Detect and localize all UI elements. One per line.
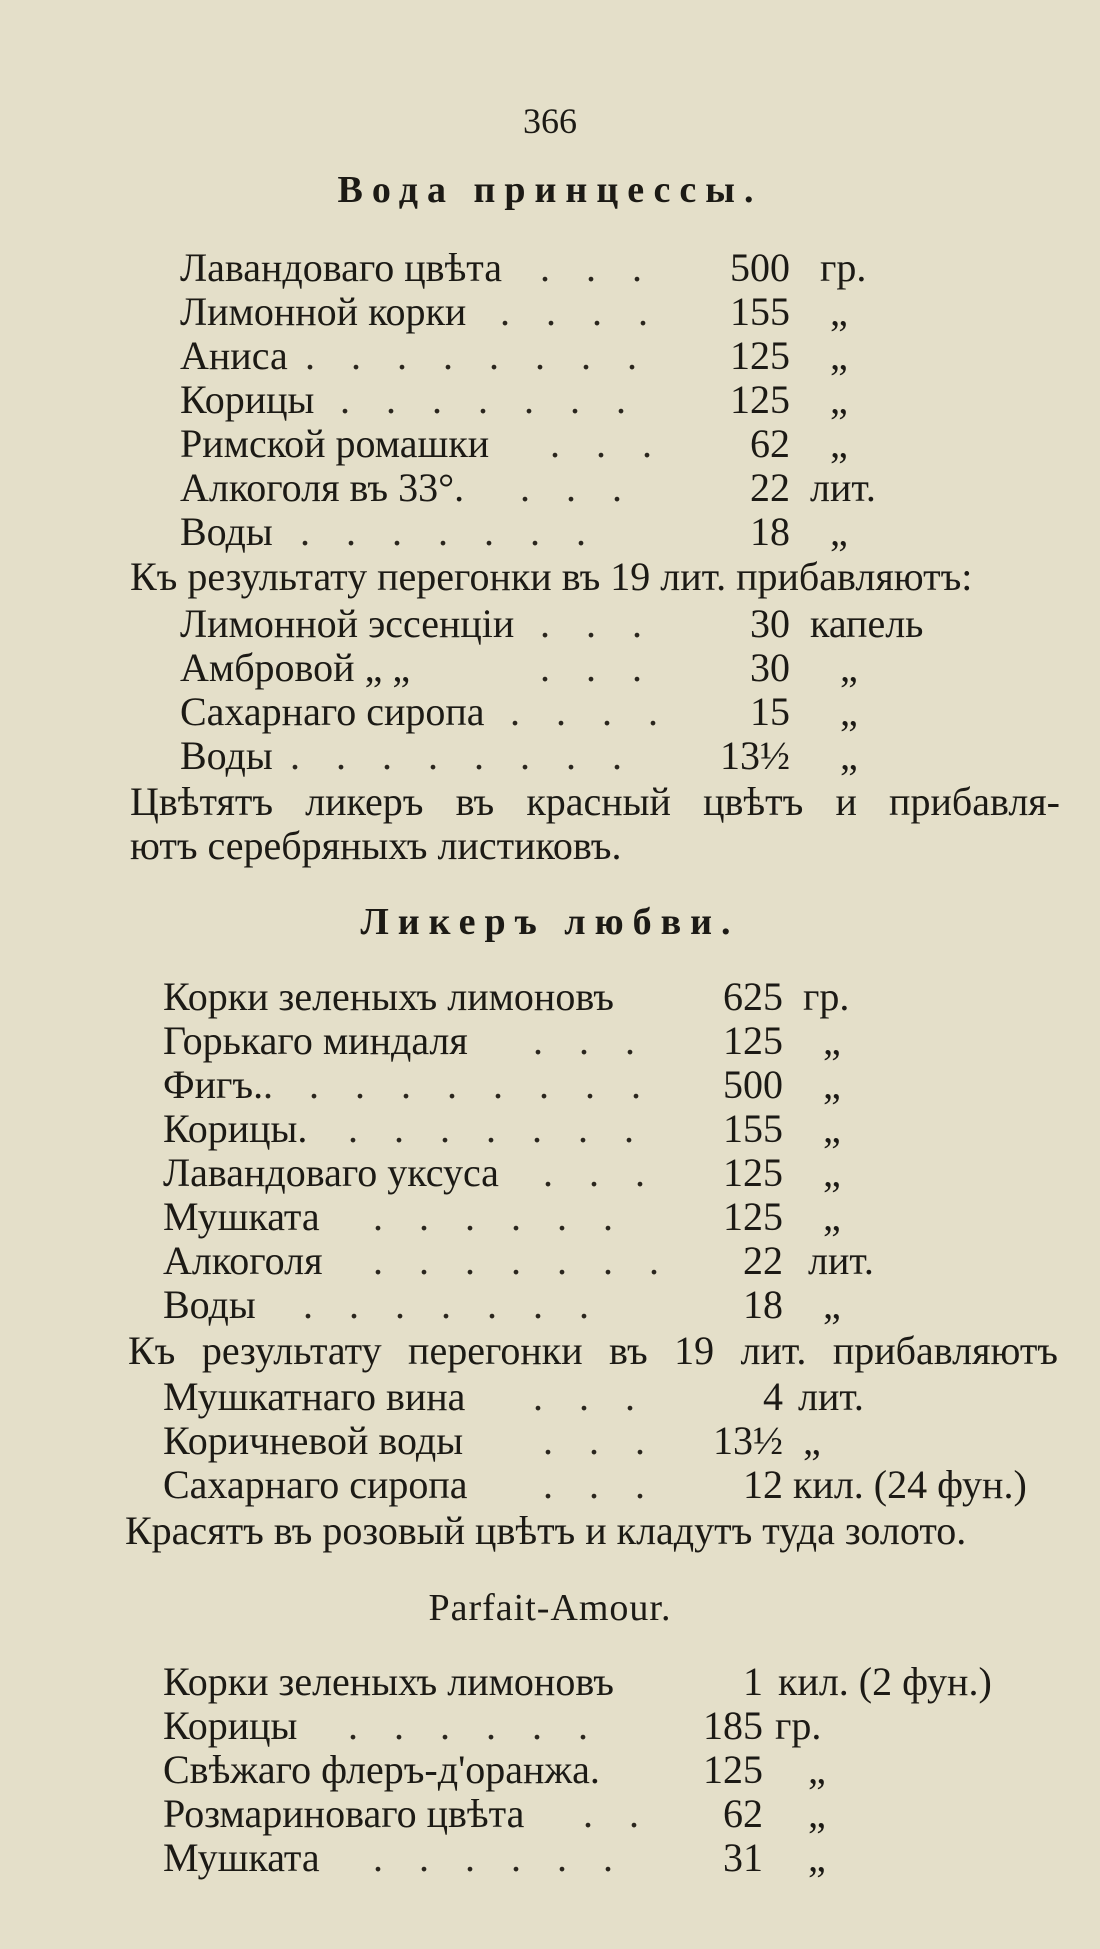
- ingredient-unit: гр.: [820, 245, 867, 290]
- ingredient-name: Алкоголя: [163, 1238, 323, 1283]
- leader-dots: . . . . . . .: [373, 1238, 672, 1283]
- ingredient-amount: 62: [750, 421, 790, 466]
- ingredient-unit: гр.: [803, 974, 850, 1019]
- ingredient-row: [163, 1107, 883, 1151]
- ingredient-amount: 30: [750, 645, 790, 690]
- ingredient-unit: „: [823, 1150, 841, 1195]
- ingredient-amount: 1: [743, 1659, 763, 1704]
- ingredient-unit: „: [808, 1791, 826, 1836]
- leader-dots: . . .: [533, 1374, 648, 1419]
- ingredient-name: Воды: [163, 1282, 256, 1327]
- ingredient-unit: кил. (2 фун.): [778, 1659, 992, 1704]
- ingredient-amount: 18: [743, 1282, 783, 1327]
- ingredient-amount: 625: [723, 974, 783, 1019]
- ingredient-row: [180, 334, 880, 378]
- instruction-text: Красятъ въ розовый цвѣтъ и кладутъ туда золото.: [125, 1508, 967, 1553]
- page-number: 366: [523, 101, 577, 141]
- ingredient-name: Коричневой воды: [163, 1418, 464, 1463]
- ingredient-row: [163, 1195, 883, 1239]
- ingredient-amount: 125: [730, 333, 790, 378]
- ingredient-row: [180, 422, 880, 466]
- ingredient-row: [163, 1239, 883, 1283]
- ingredient-unit: „: [808, 1835, 826, 1880]
- ingredient-unit: „: [803, 1418, 821, 1463]
- ingredient-unit: „: [830, 333, 848, 378]
- ingredient-amount: 15: [750, 689, 790, 734]
- ingredient-unit: „: [823, 1282, 841, 1327]
- ingredient-amount: 125: [730, 377, 790, 422]
- ingredient-row: [180, 510, 880, 554]
- leader-dots: . . .: [540, 245, 655, 290]
- ingredient-name: Амбровой „ „: [180, 645, 411, 690]
- leader-dots: . . . . . .: [373, 1835, 626, 1880]
- leader-dots: . . . .: [510, 689, 671, 734]
- ingredient-name: Воды: [180, 509, 273, 554]
- ingredient-name: Мушката: [163, 1835, 320, 1880]
- ingredient-name: Корки зеленыхъ лимоновъ: [163, 1659, 614, 1704]
- ingredient-unit: „: [840, 733, 858, 778]
- ingredient-amount: 500: [723, 1062, 783, 1107]
- ingredient-row: [163, 1836, 1063, 1880]
- ingredient-row: [180, 466, 880, 510]
- leader-dots: . . .: [543, 1150, 658, 1195]
- ingredient-unit: „: [808, 1747, 826, 1792]
- ingredient-unit: лит.: [808, 1238, 874, 1283]
- ingredient-name: Корицы: [180, 377, 315, 422]
- leader-dots: . . . . . .: [373, 1194, 626, 1239]
- leader-dots: . . .: [533, 1018, 648, 1063]
- ingredient-unit: „: [840, 645, 858, 690]
- ingredient-row: [180, 646, 930, 690]
- ingredient-unit: „: [823, 1018, 841, 1063]
- ingredient-amount: 13½: [720, 733, 790, 778]
- ingredient-amount: 125: [723, 1194, 783, 1239]
- section-title: Parfait-Amour.: [428, 1587, 672, 1629]
- instruction-text: ютъ серебряныхъ листиковъ.: [130, 823, 622, 868]
- ingredient-name: Сахарнаго сиропа: [180, 689, 485, 734]
- ingredient-unit: лит.: [810, 465, 876, 510]
- ingredient-name: Фигъ.: [163, 1062, 264, 1107]
- ingredient-amount: 155: [730, 289, 790, 334]
- ingredient-name: Римской ромашки: [180, 421, 490, 466]
- ingredient-row: [180, 378, 880, 422]
- ingredient-name: Лавандоваго цвѣта: [180, 245, 503, 290]
- ingredient-name: Мушкатнаго вина: [163, 1374, 466, 1419]
- ingredient-name: Аниса: [180, 333, 288, 378]
- section-title: Ликеръ любви.: [360, 901, 740, 943]
- leader-dots: . . .: [540, 601, 655, 646]
- ingredient-name: Лимонной эссенціи: [180, 601, 515, 646]
- ingredient-row: [163, 1704, 1063, 1748]
- ingredient-row: [163, 1419, 1063, 1463]
- ingredient-amount: 12: [743, 1462, 783, 1507]
- leader-dots: . . .: [540, 645, 655, 690]
- ingredient-name: Корки зеленыхъ лимоновъ: [163, 974, 614, 1019]
- ingredient-unit: „: [840, 689, 858, 734]
- leader-dots: . . . .: [500, 289, 661, 334]
- ingredient-row: [180, 246, 880, 290]
- instruction-text: Къ результату перегонки въ 19 лит. прибавляютъ: [128, 1328, 1058, 1373]
- leader-dots: . .: [583, 1791, 652, 1836]
- leader-dots: . . . . . . . .: [305, 333, 650, 378]
- ingredient-row: [163, 1375, 1063, 1419]
- leader-dots: . . . . . . .: [340, 377, 639, 422]
- ingredient-amount: 31: [723, 1835, 763, 1880]
- ingredient-name: Воды: [180, 733, 273, 778]
- ingredient-unit: „: [830, 377, 848, 422]
- ingredient-unit: „: [823, 1106, 841, 1151]
- ingredient-amount: 125: [723, 1150, 783, 1195]
- ingredient-amount: 4: [763, 1374, 783, 1419]
- ingredient-amount: 125: [723, 1018, 783, 1063]
- ingredient-name: Мушката: [163, 1194, 320, 1239]
- ingredient-unit: капель: [810, 601, 924, 646]
- ingredient-row: [163, 1748, 1063, 1792]
- ingredient-amount: 62: [723, 1791, 763, 1836]
- leader-dots: . . . . . . . . .: [263, 1062, 654, 1107]
- ingredient-unit: кил. (24 фун.): [793, 1462, 1027, 1507]
- ingredient-amount: 22: [743, 1238, 783, 1283]
- ingredient-amount: 500: [730, 245, 790, 290]
- ingredient-amount: 155: [723, 1106, 783, 1151]
- leader-dots: . . .: [520, 465, 635, 510]
- ingredient-row: [180, 290, 880, 334]
- ingredient-amount: 125: [703, 1747, 763, 1792]
- leader-dots: . . . . . . .: [348, 1106, 647, 1151]
- ingredient-name: Корицы: [163, 1703, 298, 1748]
- ingredient-name: Лавандоваго уксуса: [163, 1150, 499, 1195]
- ingredient-name: Лимонной корки: [180, 289, 467, 334]
- leader-dots: . . . . . . .: [300, 509, 599, 554]
- leader-dots: . . . . . . .: [303, 1282, 602, 1327]
- ingredient-unit: лит.: [798, 1374, 864, 1419]
- ingredient-name: Горькаго миндаля: [163, 1018, 468, 1063]
- ingredient-row: [180, 690, 930, 734]
- ingredient-unit: „: [823, 1062, 841, 1107]
- ingredient-name: Свѣжаго флеръ-д'оранжа.: [163, 1747, 600, 1792]
- ingredient-row: [163, 1019, 883, 1063]
- ingredient-name: Алкоголя въ 33°.: [180, 465, 465, 510]
- ingredient-row: [180, 602, 930, 646]
- leader-dots: . . .: [543, 1462, 658, 1507]
- ingredient-amount: 185: [703, 1703, 763, 1748]
- ingredient-unit: гр.: [775, 1703, 822, 1748]
- ingredient-row: [163, 1660, 1063, 1704]
- leader-dots: . . . . . .: [348, 1703, 601, 1748]
- ingredient-row: [163, 1063, 883, 1107]
- ingredient-row: [163, 1792, 1063, 1836]
- leader-dots: . . .: [550, 421, 665, 466]
- instruction-text: Къ результату перегонки въ 19 лит. прибавляютъ:: [130, 554, 973, 599]
- leader-dots: . . .: [543, 1418, 658, 1463]
- ingredient-unit: „: [830, 421, 848, 466]
- ingredient-unit: „: [830, 289, 848, 334]
- ingredient-row: [163, 1151, 883, 1195]
- ingredient-amount: 22: [750, 465, 790, 510]
- ingredient-unit: „: [830, 509, 848, 554]
- ingredient-name: Сахарнаго сиропа: [163, 1462, 468, 1507]
- ingredient-unit: „: [823, 1194, 841, 1239]
- ingredient-name: Розмариноваго цвѣта: [163, 1791, 525, 1836]
- ingredient-amount: 13½: [713, 1418, 783, 1463]
- section-title: Вода принцессы.: [337, 169, 763, 211]
- ingredient-row: [163, 975, 883, 1019]
- ingredient-name: Корицы.: [163, 1106, 308, 1151]
- leader-dots: . . . . . . . .: [290, 733, 635, 778]
- ingredient-row: [163, 1283, 883, 1327]
- instruction-text: Цвѣтятъ ликеръ въ красный цвѣтъ и прибавля-: [130, 779, 1060, 824]
- ingredient-row: [180, 734, 930, 778]
- ingredient-amount: 18: [750, 509, 790, 554]
- ingredient-amount: 30: [750, 601, 790, 646]
- ingredient-row: [163, 1463, 1063, 1507]
